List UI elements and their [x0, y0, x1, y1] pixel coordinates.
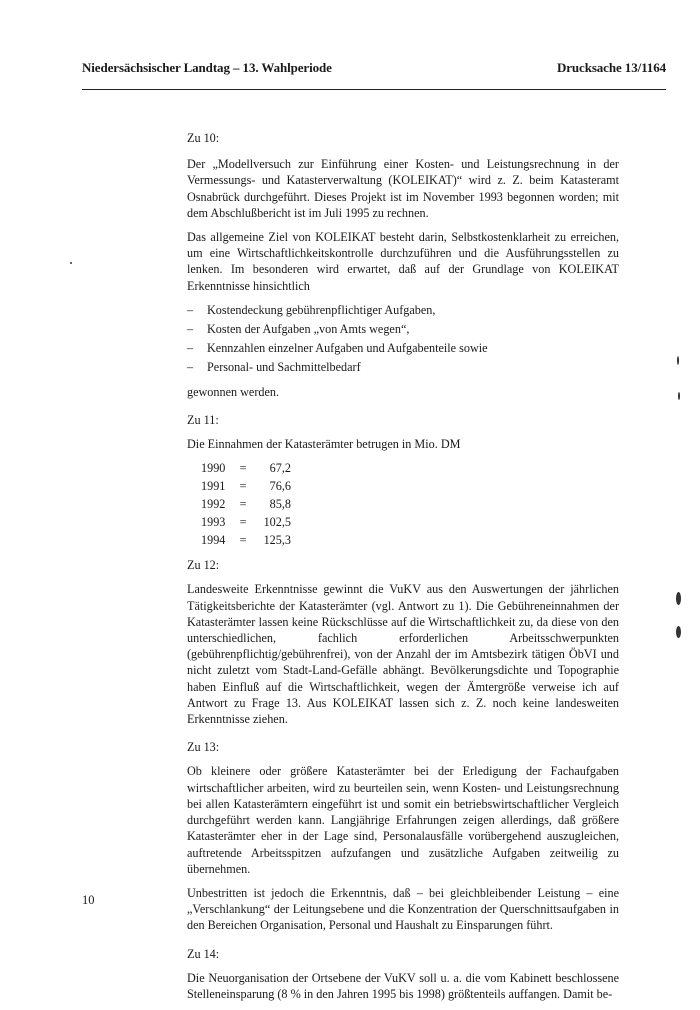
income-table [201, 460, 291, 550]
list-item-text: Personal- und Sachmittelbedarf [207, 360, 361, 375]
value-cell: 67,2 [269, 461, 291, 476]
list-item [187, 321, 619, 337]
paragraph: Der „Modellversuch zur Einführung einer Kosten- und Leistungsrechnung in der Vermessungs- und Katasterverwaltung (KOLEIKAT)“ wird z. Z. beim Katasteramt Osnabrück durchgeführt. Dieses Projekt ist im November 1993 begonnen worden; mit dem Abschlußbericht ist im Juli 1995 zu rechnen. [187, 157, 619, 220]
header-rule [82, 89, 666, 90]
value-cell: 125,3 [263, 533, 291, 548]
year-cell: 1991 [201, 479, 226, 494]
section-heading: Zu 14: [187, 946, 220, 961]
list-item-text: Kosten der Aufgaben „von Amts wegen“, [207, 322, 410, 337]
table-row [201, 478, 291, 496]
section-heading: Zu 13: [187, 740, 220, 755]
scan-speck [70, 262, 72, 264]
value-cell: 85,8 [269, 497, 291, 512]
value-cell: 76,6 [269, 479, 291, 494]
dash-list [187, 302, 619, 376]
page-number: 10 [82, 893, 95, 907]
table-row [201, 496, 291, 514]
document-number: Drucksache 13/1164 [556, 60, 666, 75]
list-item [187, 340, 619, 356]
dash-bullet: – [187, 341, 194, 356]
equals-cell: = [239, 461, 247, 476]
section-heading: Zu 12: [187, 558, 220, 573]
paragraph: Ob kleinere oder größere Katasterämter bei der Erledigung der Fachaufgaben wirtschaftlicher arbeiten, wird zu beurteilen sein, wenn Kosten- und Leistungsrechnung bei allen Katasterämtern eingeführt ist und somit ein betriebswirtschaftlicher Vergleich durchgeführt werden kann. Langjährige Erfahrungen zeigen allerdings, daß größere Katasterämter eher in der Lage sind, Personalausfälle vorübergehend auszugleichen, auftretende Arbeitsspitzen aufzufangen und zusätzliche Aufgaben zeitweilig zu übernehmen. [187, 764, 619, 876]
year-cell: 1994 [201, 533, 226, 548]
year-cell: 1990 [201, 461, 226, 476]
paragraph: gewonnen werden. [187, 384, 280, 399]
section-zu-13 [187, 739, 619, 933]
section-zu-12 [187, 557, 619, 727]
table-row [201, 460, 291, 478]
scan-speck [676, 592, 681, 605]
paragraph: Das allgemeine Ziel von KOLEIKAT besteht darin, Selbstkostenklarheit zu erreichen, um eine Wirtschaftlichkeitskontrolle durchzuführen und die Ausführungsstellen zu lenken. Im besonderen wird erwartet, daß auf der Grundlage von KOLEIKAT Erkenntnisse hinsichtlich [187, 230, 619, 293]
paragraph: Die Neuorganisation der Ortsebene der VuKV soll u. a. die vom Kabinett beschlossene Stelleneinsparung (8 % in den Jahren 1995 bis 1998) größtenteils auffangen. Damit be- [187, 970, 619, 1001]
table-row [201, 514, 291, 532]
equals-cell: = [239, 515, 247, 530]
paragraph: Landesweite Erkenntnisse gewinnt die VuKV aus den Auswertungen der jährlichen Tätigkeitsberichte der Katasterämter (vgl. Antwort zu 1). Die Gebühreneinnahmen der Katasterämter lassen keine Rückschlüsse auf die Wirtschaftlichkeit zu, da diese von den unterschiedlichen, fachlich erforderlichen Arbeitsschwerpunkten (gebührenpflichtig/gebührenfrei), von der Anzahl der im Amtsbezirk tätigen ÖbVI und nicht zuletzt vom Stadt-Land-Gefälle abhängt. Bevölkerungsdichte und Topographie haben Einfluß auf die Wirtschaftlichkeit, wegen der Ämtergröße verweise ich auf Antwort zu Frage 13. Aus KOLEIKAT lassen sich z. Z. noch keine landesweiten Erkenntnisse ziehen. [187, 582, 619, 727]
list-item [187, 302, 619, 318]
equals-cell: = [239, 497, 247, 512]
dash-bullet: – [187, 302, 194, 317]
table-row [201, 532, 291, 550]
scan-speck [678, 392, 680, 400]
scan-speck [677, 356, 679, 365]
scan-speck [676, 626, 681, 638]
paragraph: Die Einnahmen der Katasterämter betrugen in Mio. DM [187, 437, 461, 452]
year-cell: 1992 [201, 497, 226, 512]
year-cell: 1993 [201, 515, 226, 530]
paragraph: Unbestritten ist jedoch die Erkenntnis, daß – bei gleichbleibender Leistung – eine „Verschlankung“ der Leitungsebene und die Konzentration der Querschnittsaufgaben in den Bereichen Organisation, Personal und Haushalt zu Einsparungen führt. [187, 885, 619, 933]
section-heading: Zu 11: [187, 412, 219, 427]
value-cell: 102,5 [263, 515, 291, 530]
equals-cell: = [239, 533, 247, 548]
list-item-text: Kennzahlen einzelner Aufgaben und Aufgabenteile sowie [207, 341, 488, 356]
header-title: Niedersächsischer Landtag – 13. Wahlperiode [82, 60, 332, 75]
dash-bullet: – [187, 360, 194, 375]
page-header [82, 60, 666, 76]
equals-cell: = [239, 479, 247, 494]
section-zu-14 [187, 946, 619, 1003]
list-item [187, 359, 619, 375]
section-heading: Zu 10: [187, 131, 220, 145]
section-zu-10 [187, 130, 619, 400]
section-zu-11 [187, 412, 619, 550]
dash-bullet: – [187, 322, 194, 337]
list-item-text: Kostendeckung gebührenpflichtiger Aufgaben, [207, 302, 436, 317]
document-body [187, 130, 619, 1010]
